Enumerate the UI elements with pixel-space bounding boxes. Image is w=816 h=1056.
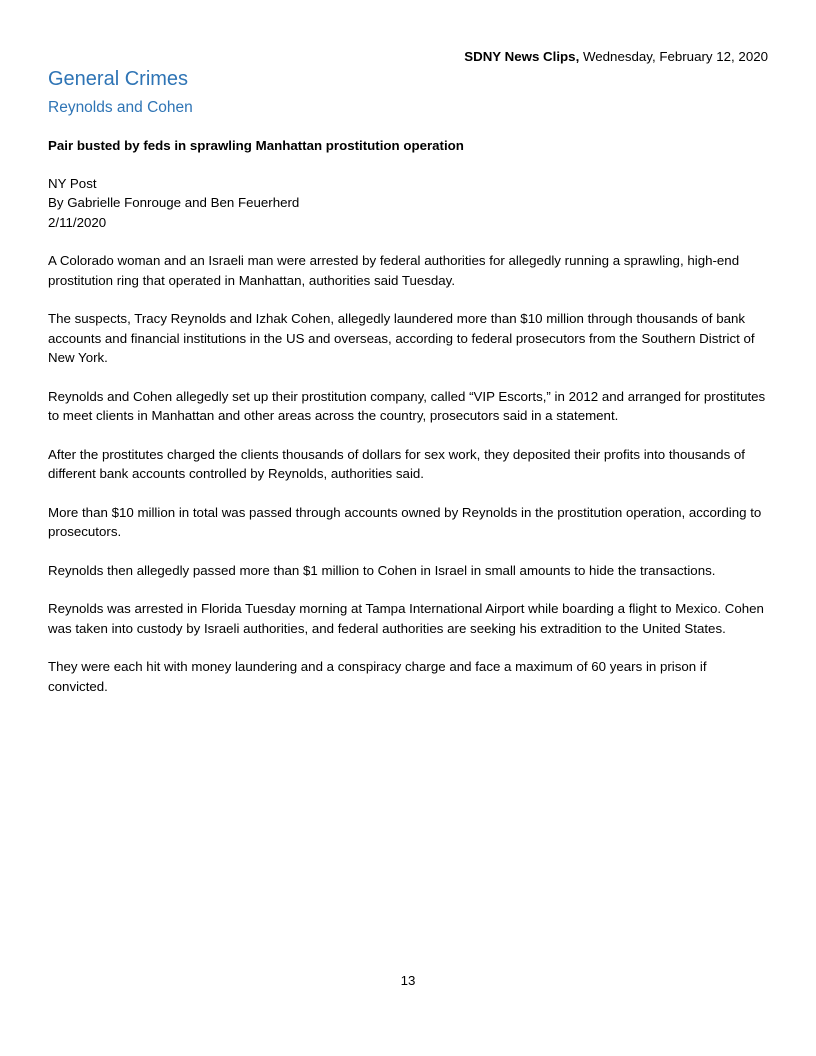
article-paragraph: More than $10 million in total was passed through accounts owned by Reynolds in the prostitution operation, according to prosecutors. [48,504,762,539]
section-title: General Crimes [48,68,189,90]
article-paragraph: A Colorado woman and an Israeli man were arrested by federal authorities for allegedly running a sprawling, high-end prostitution ring that operated in Manhattan, authorities said Tuesday. [48,253,740,288]
article-meta [48,174,770,233]
article-paragraph: After the prostitutes charged the clients thousands of dollars for sex work, they deposited their profits into thousands of different bank accounts controlled by Reynolds, authorities said. [48,446,745,481]
article [48,136,770,715]
article-paragraph: Reynolds was arrested in Florida Tuesday morning at Tampa International Airport while boarding a flight to Mexico. Cohen was taken into custody by Israeli authorities, and federal authorities are seeking his extradition to the United States. [48,601,764,636]
publication-name: SDNY News Clips, [464,49,580,64]
article-date: 2/11/2020 [48,214,107,230]
running-header [464,49,768,65]
article-paragraph: Reynolds and Cohen allegedly set up their prostitution company, called “VIP Escorts,” in 2012 and arranged for prostitutes to meet clients in Manhattan and other areas across the country, prosecutors said in a statement. [48,388,766,423]
subsection-title: Reynolds and Cohen [48,99,193,116]
page-number: 13 [400,973,416,988]
article-source: NY Post [48,175,97,191]
header-date: Wednesday, February 12, 2020 [579,49,768,64]
article-byline: By Gabrielle Fonrouge and Ben Feuerherd [48,195,300,210]
article-paragraph: Reynolds then allegedly passed more than $1 million to Cohen in Israel in small amounts to hide the transactions. [48,562,716,578]
article-paragraph: They were each hit with money laundering and a conspiracy charge and face a maximum of 60 years in prison if convicted. [48,659,707,694]
article-headline: Pair busted by feds in sprawling Manhattan prostitution operation [48,138,464,153]
article-paragraph: The suspects, Tracy Reynolds and Izhak Cohen, allegedly laundered more than $10 million through thousands of bank accounts and financial institutions in the US and overseas, according to federal prosecutors from the Southern District of New York. [48,311,755,365]
